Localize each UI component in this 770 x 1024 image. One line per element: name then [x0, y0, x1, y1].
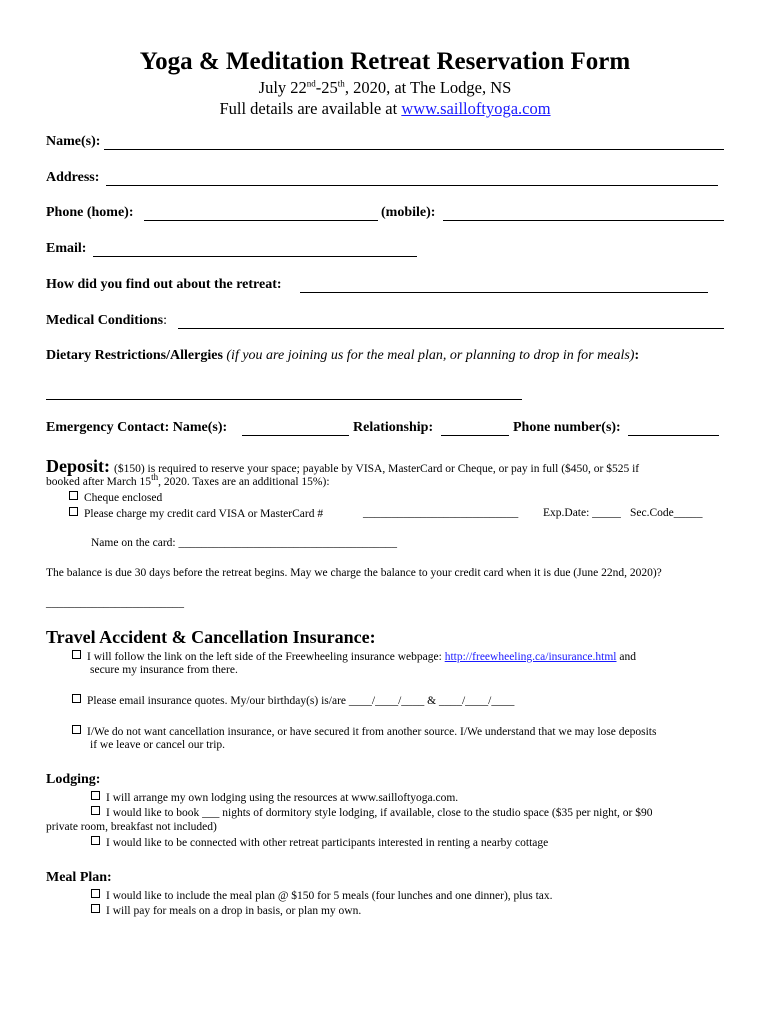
dietary-label: Dietary Restrictions/Allergies (if you are joining us for the meal plan, or planning to drop in for meals): — [46, 348, 640, 363]
option-cheque[interactable]: Cheque enclosed — [69, 491, 162, 504]
emergency-phone-label: Phone number(s): — [513, 420, 621, 435]
email-label: Email: — [46, 241, 87, 256]
names-label: Name(s): — [46, 134, 101, 149]
email-field[interactable] — [93, 256, 417, 257]
lodging-heading: Lodging: — [46, 772, 101, 787]
form-title: Yoga & Meditation Retreat Reservation Form — [139, 48, 631, 75]
meal-option-plan[interactable]: I would like to include the meal plan @ $150 for 5 meals (four lunches and one dinner), plus tax. — [91, 889, 553, 902]
dietary-field[interactable] — [46, 399, 522, 400]
mobile-field[interactable] — [443, 220, 724, 221]
option-credit-card[interactable]: Please charge my credit card VISA or MasterCard # — [69, 507, 323, 520]
relationship-field[interactable] — [441, 435, 509, 436]
emergency-phone-field[interactable] — [628, 435, 719, 436]
medical-field[interactable] — [178, 328, 724, 329]
medical-label: Medical Conditions: — [46, 313, 167, 328]
deposit-heading: Deposit: — [46, 456, 110, 476]
phone-home-field[interactable] — [144, 220, 378, 221]
find-out-label: How did you find out about the retreat: — [46, 277, 282, 292]
checkbox-icon[interactable] — [91, 889, 100, 898]
meal-option-dropin[interactable]: I will pay for meals on a drop in basis, or plan my own. — [91, 904, 361, 917]
insurance-option-decline[interactable]: I/We do not want cancellation insurance, or have secured it from another source. I/We understand that we may lose deposits — [72, 725, 656, 738]
deposit-line2: booked after March 15th, 2020. Taxes are an additional 15%): — [46, 472, 330, 488]
sec-code-field[interactable]: Sec.Code_____ — [630, 507, 703, 519]
lodging-option-cottage[interactable]: I would like to be connected with other retreat participants interested in renting a nearby cottage — [91, 836, 548, 849]
event-dates: July 22nd-25th, 2020, at The Lodge, NS — [258, 78, 512, 97]
checkbox-icon[interactable] — [72, 650, 81, 659]
checkbox-icon[interactable] — [72, 694, 81, 703]
checkbox-icon[interactable] — [69, 491, 78, 500]
deposit-line1: Deposit: ($150) is required to reserve your space; payable by VISA, MasterCard or Cheque, or pay in full ($450, or $525 if — [46, 456, 640, 476]
lodging-option-dorm[interactable]: I would like to book ___ nights of dormitory style lodging, if available, close to the studio space ($35 per night, or $90 — [91, 806, 652, 819]
insurance-option-quotes[interactable]: Please email insurance quotes. My/our birthday(s) is/are ____/____/____ & ____/____/____ — [72, 694, 514, 707]
checkbox-icon[interactable] — [91, 836, 100, 845]
insurance-option-link[interactable]: I will follow the link on the left side of the Freewheeling insurance webpage: http://freewheeling.ca/insurance.html and — [72, 650, 636, 663]
lodging-option-dorm-cont: private room, breakfast not included) — [46, 821, 217, 833]
phone-home-label: Phone (home): — [46, 205, 134, 220]
checkbox-icon[interactable] — [91, 904, 100, 913]
insurance-option-decline-cont: if we leave or cancel our trip. — [90, 739, 226, 751]
find-out-field[interactable] — [300, 292, 708, 293]
relationship-label: Relationship: — [353, 420, 434, 435]
checkbox-icon[interactable] — [69, 507, 78, 516]
card-number-field[interactable]: ___________________________ — [363, 507, 519, 519]
lodging-option-own[interactable]: I will arrange my own lodging using the resources at www.sailloftyoga.com. — [91, 791, 458, 804]
website-link[interactable]: www.sailloftyoga.com — [401, 99, 551, 118]
details-line: Full details are available at www.sailloftyoga.com — [219, 99, 551, 118]
emergency-name-field[interactable] — [242, 435, 349, 436]
names-field[interactable] — [104, 149, 724, 150]
checkbox-icon[interactable] — [72, 725, 81, 734]
insurance-link[interactable]: http://freewheeling.ca/insurance.html — [444, 651, 617, 663]
checkbox-icon[interactable] — [91, 806, 100, 815]
insurance-option-link-cont: secure my insurance from there. — [90, 664, 238, 676]
balance-question: The balance is due 30 days before the retreat begins. May we charge the balance to your credit card when it is due (June 22nd, 2020)? — [46, 567, 662, 579]
insurance-heading: Travel Accident & Cancellation Insurance: — [46, 627, 376, 647]
emergency-name-label: Emergency Contact: Name(s): — [46, 420, 228, 435]
address-field[interactable] — [106, 185, 718, 186]
checkbox-icon[interactable] — [91, 791, 100, 800]
meal-heading: Meal Plan: — [46, 870, 112, 885]
balance-answer-field[interactable]: ________________________ — [46, 597, 184, 609]
address-label: Address: — [46, 170, 100, 185]
name-on-card-field[interactable]: Name on the card: ______________________________________ — [91, 537, 397, 549]
mobile-label: (mobile): — [381, 205, 436, 220]
dietary-note: (if you are joining us for the meal plan, or planning to drop in for meals) — [226, 348, 635, 363]
exp-date-field[interactable]: Exp.Date: _____ — [543, 507, 621, 519]
